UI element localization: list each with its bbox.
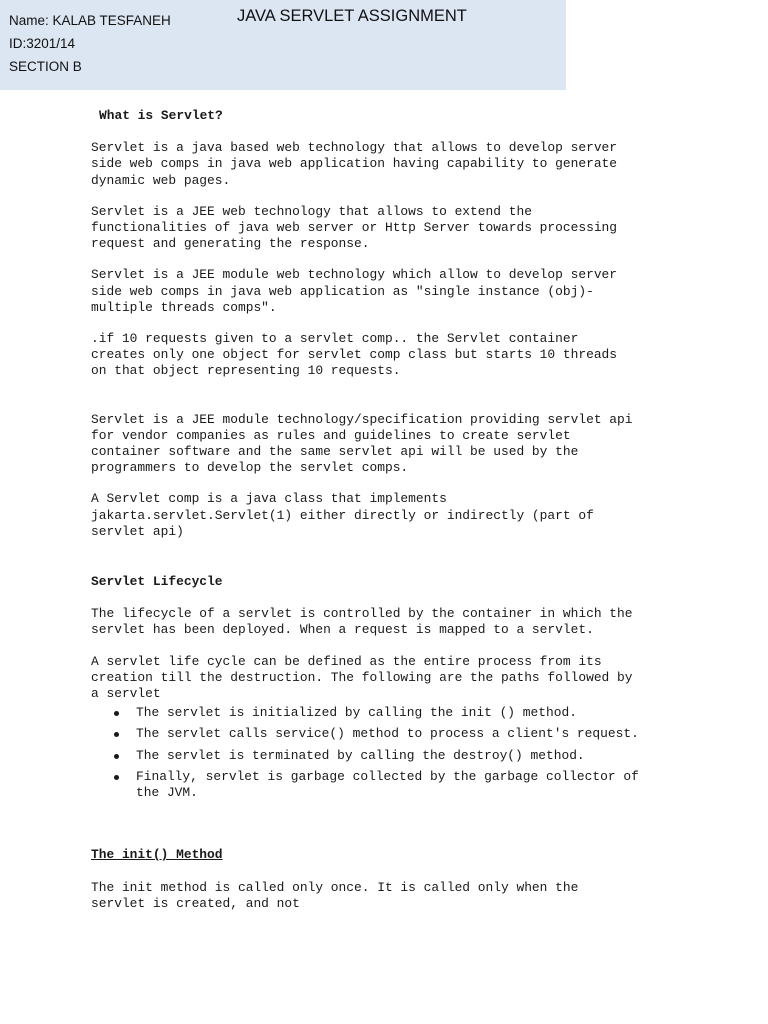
bullet-icon [114,775,119,780]
student-info [9,9,171,78]
list-item [91,726,691,742]
list-item [91,705,691,721]
list-item-text: The servlet is initialized by calling the init () method. [136,705,577,721]
bullet-icon [114,732,119,737]
student-section: SECTION B [9,59,82,74]
document-title: JAVA SERVLET ASSIGNMENT [237,7,467,25]
paragraph-9: The init method is called only once. It is called only when the servlet is created, and not [91,879,579,911]
paragraph-1: Servlet is a java based web technology that allows to develop server side web comps in java web application having capability to generate dynamic web pages. [91,140,618,188]
heading-init-method: The init() Method [91,847,223,863]
bullet-icon [114,711,119,716]
header-band [0,0,566,90]
list-item-text: The servlet calls service() method to process a client's request. [136,726,639,742]
heading-what-is-servlet: What is Servlet? [99,108,223,123]
paragraph-6: A Servlet comp is a java class that implements jakarta.servlet.Servlet(1) either directly or indirectly (part of servlet api) [91,491,594,539]
list-item-text: Finally, servlet is garbage collected by the garbage collector of the JVM. [136,768,639,801]
student-id: ID:3201/14 [9,36,76,51]
lifecycle-bullet-list [91,705,691,801]
paragraph-3: Servlet is a JEE module web technology which allow to develop server side web comps in java web application as "single instance (obj)- multiple threads comps". [91,267,618,315]
list-item [91,748,691,764]
paragraph-2: Servlet is a JEE web technology that allows to extend the functionalities of java web server or Http Server towards processing request and generating the response. [91,203,618,252]
student-name: Name: KALAB TESFANEH [9,13,171,28]
list-item-text: The servlet is terminated by calling the destroy() method. [136,747,585,763]
document-body [91,108,691,912]
bullet-icon [114,754,119,759]
heading-servlet-lifecycle: Servlet Lifecycle [91,574,223,590]
paragraph-4: .if 10 requests given to a servlet comp.. the Servlet container creates only one object for servlet comp class but starts 10 threads on that object representing 10 requests. [91,331,618,379]
paragraph-7: The lifecycle of a servlet is controlled by the container in which the servlet has been deployed. When a request is mapped to a servlet. [91,606,633,638]
paragraph-5: Servlet is a JEE module technology/specification providing servlet api for vendor companies as rules and guidelines to create servlet container software and the same servlet api will be used by the programmers to develop the servlet comps. [91,411,633,476]
paragraph-8: A servlet life cycle can be defined as the entire process from its creation till the destruction. The following are the paths followed by a servlet [91,653,633,702]
list-item [91,769,691,801]
